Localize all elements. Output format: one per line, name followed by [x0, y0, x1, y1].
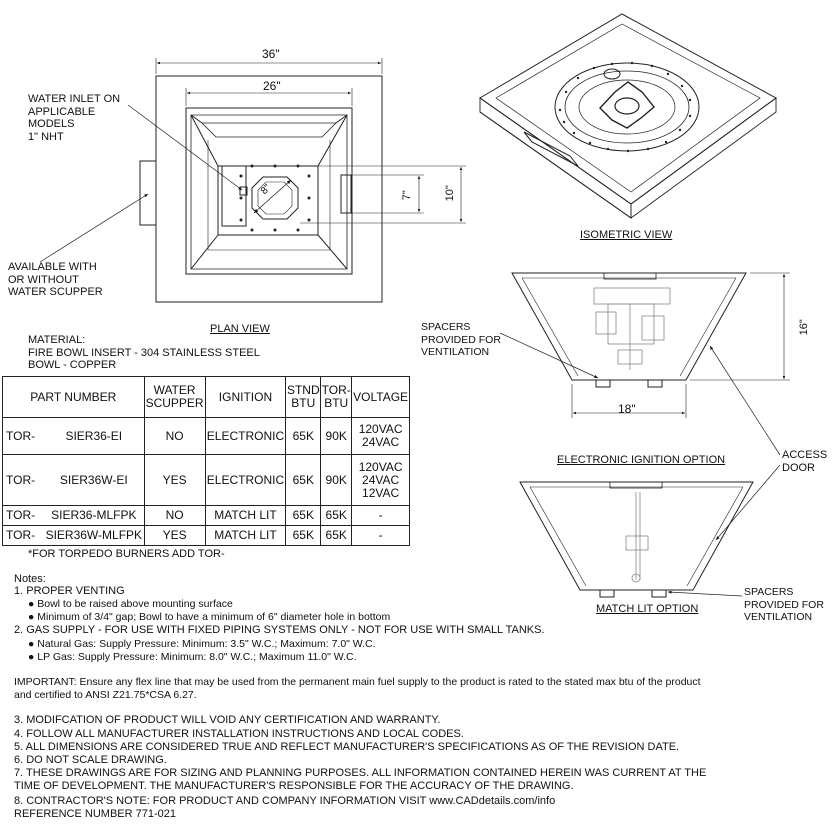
tor-btu: 90K	[321, 455, 352, 506]
table-footnote: *FOR TORPEDO BURNERS ADD TOR-	[28, 548, 225, 560]
note-6: 6. DO NOT SCALE DRAWING.	[14, 754, 167, 766]
water-scupper: NO	[144, 418, 205, 455]
isometric-view-drawing	[480, 14, 776, 218]
stnd-btu: 65K	[286, 418, 321, 455]
part-number: SIER36W-EI	[44, 455, 144, 506]
stnd-btu: 65K	[286, 455, 321, 506]
dim-8-label: 8"	[258, 182, 274, 197]
note-4: 4. FOLLOW ALL MANUFACTURER INSTALLATION INSTRUCTIONS AND LOCAL CODES.	[14, 728, 464, 740]
note-5: 5. ALL DIMENSIONS ARE CONSIDERED TRUE AND REFLECT MANUFACTURER'S SPECIFICATIONS AS OF THE REVISION DATE.	[14, 741, 680, 753]
ignition: ELECTRONIC	[205, 455, 286, 506]
access-door-note: ACCESS DOOR	[782, 449, 828, 474]
match-lit-title: MATCH LIT OPTION	[596, 603, 699, 615]
note-1a: ● Bowl to be raised above mounting surface	[28, 598, 233, 610]
notes-heading: Notes:	[14, 573, 46, 585]
water-inlet-note: WATER INLET ON APPLICABLE MODELS 1" NHT	[28, 93, 121, 143]
water-scupper: YES	[144, 455, 205, 506]
note-1b: ● Minimum of 3/4" gap; Bowl to have a minimum of 6" diameter hole in bottom	[28, 611, 391, 623]
stnd-btu: 65K	[286, 506, 321, 526]
table-row	[3, 455, 410, 506]
material-note: MATERIAL: FIRE BOWL INSERT - 304 STAINLESS STEEL BOWL - COPPER	[28, 334, 260, 371]
match-lit-drawing	[520, 482, 753, 597]
dim-26-label: 26"	[263, 79, 281, 93]
table-row	[3, 418, 410, 455]
voltage: 120VAC 24VAC	[352, 418, 410, 455]
dim-18-label: 18"	[618, 402, 636, 416]
spacers-note-match-lit: SPACERS PROVIDED FOR VENTILATION	[744, 586, 824, 623]
note-7: 7. THESE DRAWINGS ARE FOR SIZING AND PLANNING PURPOSES. ALL INFORMATION CONTAINED HEREIN WAS CURRENT AT THE TIME OF DEVELOPMENT. THE MANUFACTURER'S RESPONSIBLE FOR THE ACCURACY OF THE DRAWING.	[14, 767, 707, 792]
note-2b: ● LP Gas: Supply Pressure: Minimum: 8.0" W.C.; Maximum 11.0" W.C.	[28, 651, 357, 663]
dim-16-label: 16"	[797, 319, 810, 336]
isometric-view-title: ISOMETRIC VIEW	[580, 229, 673, 241]
header-part-number: PART NUMBER	[3, 377, 145, 418]
part-prefix: TOR-	[3, 418, 45, 455]
dim-36-label: 36"	[262, 47, 280, 61]
electronic-ignition-title: ELECTRONIC IGNITION OPTION	[557, 454, 726, 466]
note-2a: ● Natural Gas: Supply Pressure: Minimum: 3.5" W.C.; Maximum: 7.0" W.C.	[28, 638, 376, 650]
note-2: 2. GAS SUPPLY - FOR USE WITH FIXED PIPING SYSTEMS ONLY - NOT FOR USE WITH SMALL TANKS.	[14, 624, 545, 636]
header-water-scupper: WATER SCUPPER	[144, 377, 205, 418]
part-prefix: TOR-	[3, 455, 45, 506]
part-number: SIER36-MLFPK	[44, 506, 144, 526]
ignition: ELECTRONIC	[205, 418, 286, 455]
voltage: -	[352, 506, 410, 526]
spacers-note-electronic: SPACERS PROVIDED FOR VENTILATION	[421, 321, 501, 358]
voltage: -	[352, 526, 410, 546]
table-row	[3, 526, 410, 546]
water-scupper: NO	[144, 506, 205, 526]
table-header-row	[3, 377, 410, 418]
plan-view-title: PLAN VIEW	[210, 323, 270, 335]
ignition: MATCH LIT	[205, 506, 286, 526]
table-row	[3, 506, 410, 526]
header-tor-btu: TOR- BTU	[321, 377, 352, 418]
tor-btu: 65K	[321, 506, 352, 526]
part-prefix: TOR-	[3, 506, 45, 526]
part-number: SIER36W-MLFPK	[44, 526, 144, 546]
water-scupper-note: AVAILABLE WITH OR WITHOUT WATER SCUPPER	[8, 261, 103, 298]
dim-7-label: 7"	[400, 190, 413, 201]
note-1: 1. PROPER VENTING	[14, 585, 125, 597]
dim-10-label: 10"	[443, 185, 456, 202]
tor-btu: 65K	[321, 526, 352, 546]
part-number: SIER36-EI	[44, 418, 144, 455]
note-8: 8. CONTRACTOR'S NOTE: FOR PRODUCT AND COMPANY INFORMATION VISIT www.CADdetails.com/info REFERENCE NUMBER 771-021	[14, 795, 556, 820]
header-stnd-btu: STND BTU	[286, 377, 321, 418]
voltage: 120VAC 24VAC 12VAC	[352, 455, 410, 506]
spec-table	[2, 376, 410, 546]
electronic-ignition-drawing	[500, 273, 790, 540]
water-scupper: YES	[144, 526, 205, 546]
header-ignition: IGNITION	[205, 377, 286, 418]
important-note: IMPORTANT: Ensure any flex line that may be used from the permanent main fuel supply to the product is rated to the stated max btu of the product and certified to ANSI Z21.75*CSA 6.27.	[14, 676, 701, 701]
stnd-btu: 65K	[286, 526, 321, 546]
part-prefix: TOR-	[3, 526, 45, 546]
tor-btu: 90K	[321, 418, 352, 455]
header-voltage: VOLTAGE	[352, 377, 410, 418]
note-3: 3. MODIFCATION OF PRODUCT WILL VOID ANY CERTIFICATION AND WARRANTY.	[14, 714, 441, 726]
ignition: MATCH LIT	[205, 526, 286, 546]
